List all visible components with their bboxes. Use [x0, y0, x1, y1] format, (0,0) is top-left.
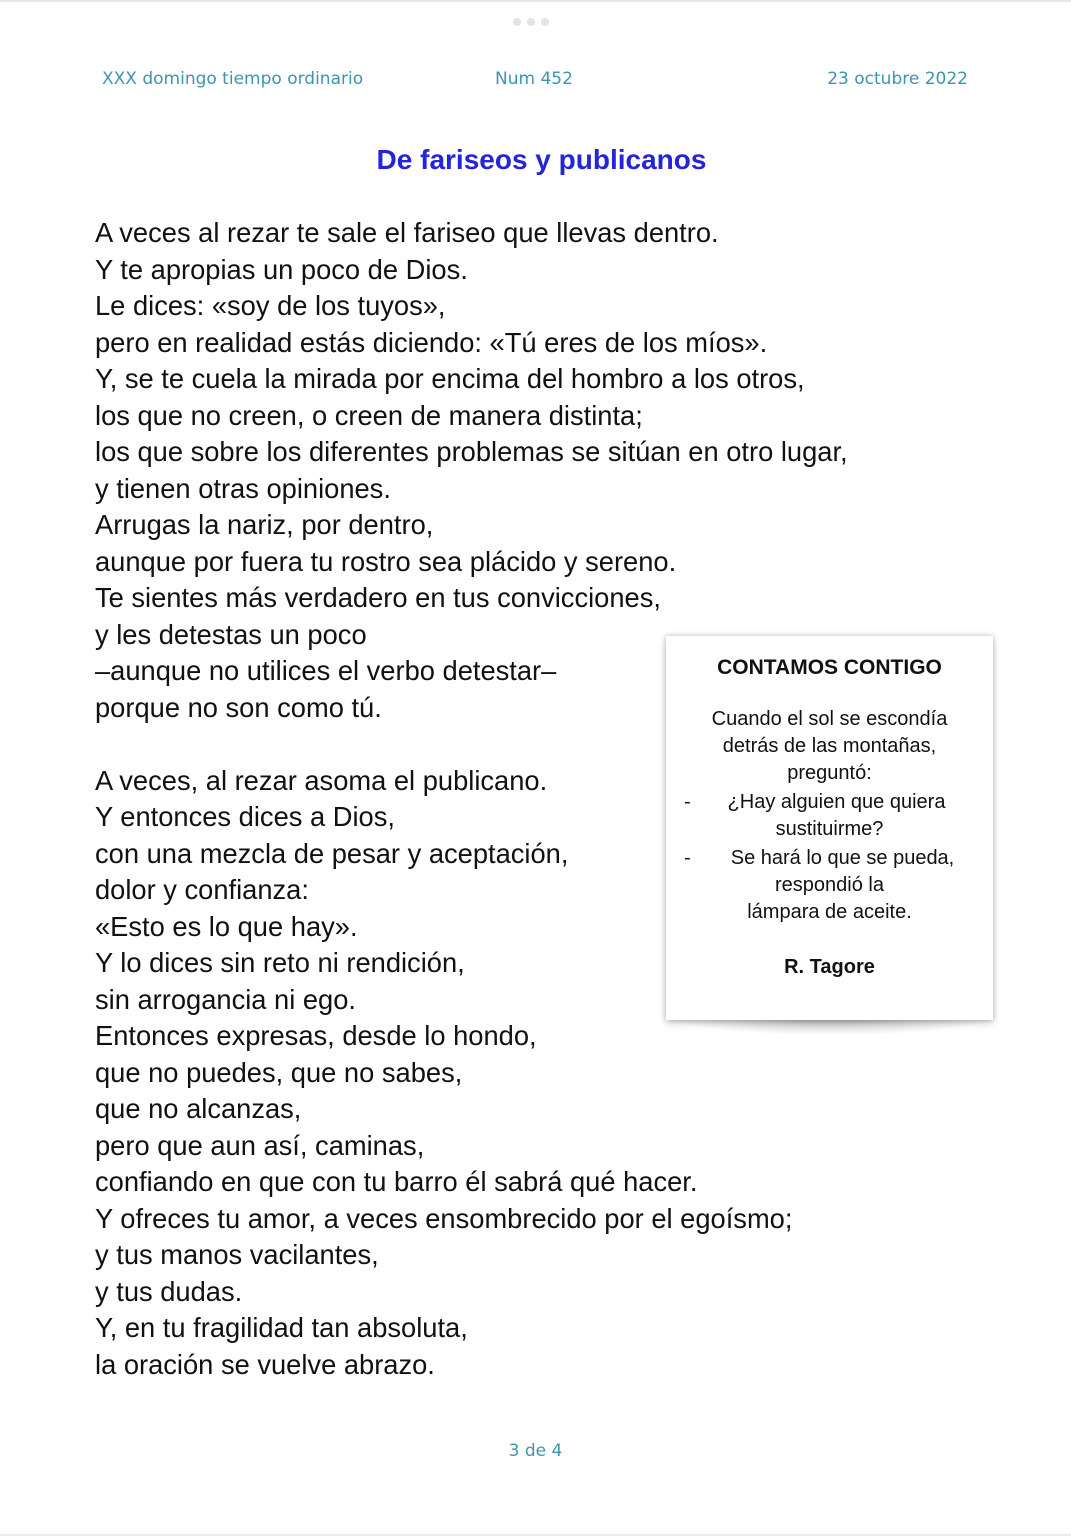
poem-line: y les detestas un poco	[95, 618, 367, 650]
sidebox-title: CONTAMOS CONTIGO	[717, 656, 942, 679]
sidebox-intro-line: preguntó:	[787, 762, 872, 784]
sidebox-author: R. Tagore	[784, 956, 875, 978]
poem-line: Y ofreces tu amor, a veces ensombrecido por el egoísmo;	[95, 1202, 793, 1234]
poem-line: Y lo dices sin reto ni rendición,	[95, 947, 465, 978]
poem-line: con una mezcla de pesar y aceptación,	[95, 837, 569, 869]
poem-line: pero en realidad estás diciendo: «Tú eres de los míos».	[95, 326, 768, 358]
poem-line: los que no creen, o creen de manera distinta;	[95, 399, 643, 431]
poem-line: Y, en tu fragilidad tan absoluta,	[95, 1312, 468, 1343]
sidebox-item-line: sustituirme?	[775, 818, 884, 840]
poem-line: que no puedes, que no sabes,	[95, 1056, 463, 1088]
poem-line: y tus manos vacilantes,	[95, 1239, 379, 1270]
poem-line: la oración se vuelve abrazo.	[95, 1348, 435, 1380]
sidebox-dash: -	[684, 791, 691, 813]
quote-sidebox	[666, 636, 993, 1020]
poem-line: A veces, al rezar asoma el publicano.	[95, 764, 548, 796]
page-indicator-dots	[513, 18, 549, 26]
poem-line: «Esto es lo que hay».	[95, 910, 358, 942]
sidebox-item-line: Se hará lo que se pueda,	[730, 847, 955, 869]
sidebox-item-line: ¿Hay alguien que quiera	[727, 791, 946, 813]
poem-line: sin arrogancia ni ego.	[95, 983, 356, 1015]
sidebox-item-line: respondió la	[775, 874, 884, 896]
poem-line: porque no son como tú.	[95, 691, 382, 723]
poem-line: y tus dudas.	[95, 1275, 243, 1307]
poem-line: A veces al rezar te sale el fariseo que llevas dentro.	[95, 217, 719, 248]
poem-line: pero que aun así, caminas,	[95, 1129, 425, 1161]
sidebox-dash: -	[684, 847, 691, 869]
poem-line: Arrugas la nariz, por dentro,	[95, 509, 434, 540]
header-date: 23 octubre 2022	[827, 69, 968, 89]
poem-line: Y te apropias un poco de Dios.	[95, 253, 468, 285]
poem-line: que no alcanzas,	[95, 1093, 302, 1124]
poem-line: aunque por fuera tu rostro sea plácido y sereno.	[95, 545, 677, 577]
poem-line: Entonces expresas, desde lo hondo,	[95, 1020, 537, 1051]
page-title: De fariseos y publicanos	[376, 144, 707, 175]
header-liturgical-day: XXX domingo tiempo ordinario	[102, 69, 364, 89]
sidebox-intro-line: Cuando el sol se escondía	[711, 708, 948, 730]
poem-line: Te sientes más verdadero en tus convicciones,	[95, 582, 661, 613]
header-issue-number: Num 452	[495, 69, 573, 89]
sidebox-intro-line: detrás de las montañas,	[722, 735, 937, 757]
poem-line: –aunque no utilices el verbo detestar–	[95, 655, 557, 686]
poem-line: Y, se te cuela la mirada por encima del hombro a los otros,	[95, 363, 805, 394]
poem-line: confiando en que con tu barro él sabrá qué hacer.	[95, 1166, 698, 1197]
poem-line: los que sobre los diferentes problemas se sitúan en otro lugar,	[95, 436, 848, 467]
page-number: 3 de 4	[508, 1441, 563, 1461]
poem-line: y tienen otras opiniones.	[95, 472, 391, 504]
poem-line: Le dices: «soy de los tuyos»,	[95, 290, 446, 321]
poem-line: dolor y confianza:	[95, 874, 309, 905]
poem-line: Y entonces dices a Dios,	[95, 801, 395, 832]
top-border	[0, 0, 1071, 2]
sidebox-item-line: lámpara de aceite.	[747, 901, 912, 923]
